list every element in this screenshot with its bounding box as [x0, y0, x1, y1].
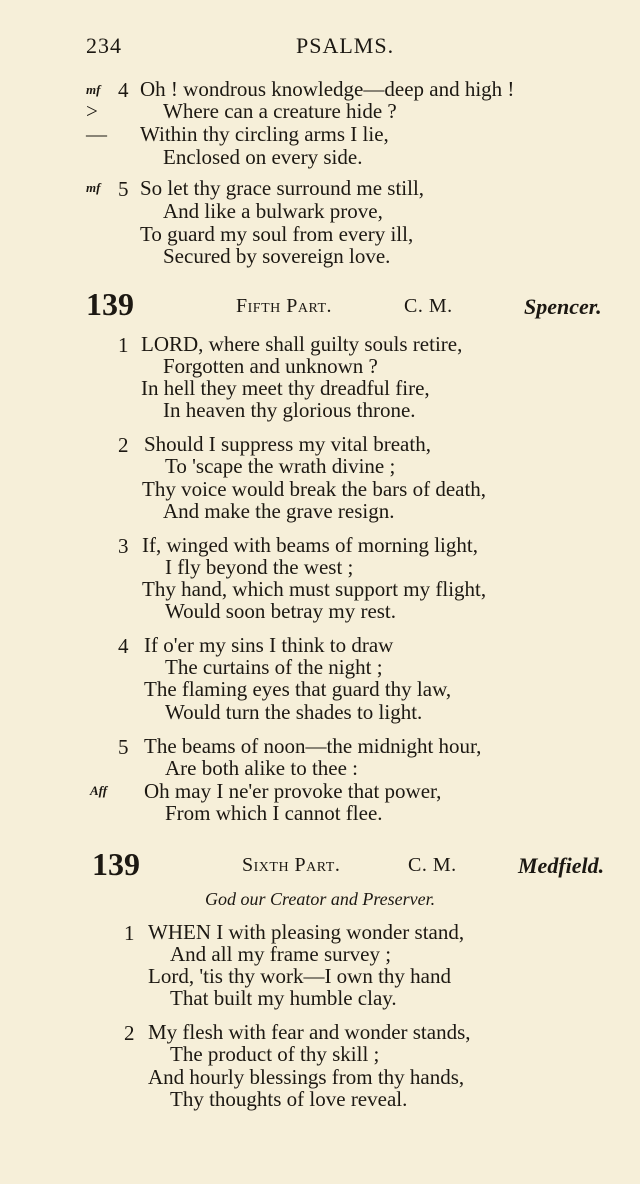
verse-line: Would turn the shades to light.: [165, 700, 423, 724]
page-number: 234: [86, 33, 122, 58]
verse-line: My flesh with fear and wonder stands,: [148, 1020, 471, 1044]
stanza-number: 2: [124, 1021, 135, 1045]
dynamic-mark: mf: [86, 180, 101, 195]
hymn-meter: C. M.: [408, 854, 457, 876]
hymn-tune: Medfield.: [518, 853, 605, 878]
hymn-subtitle: God our Creator and Preserver.: [205, 889, 436, 909]
verse-line: Enclosed on every side.: [163, 145, 363, 169]
verse-line: I fly beyond the west ;: [165, 555, 354, 579]
stanza-number: 1: [124, 921, 135, 945]
verse-line: That built my humble clay.: [170, 986, 397, 1010]
verse-line: Lord, 'tis thy work—I own thy hand: [148, 964, 452, 988]
verse-line: Oh may I ne'er provoke that power,: [144, 779, 442, 803]
verse-line: WHEN I with pleasing wonder stand,: [148, 920, 465, 944]
stanza-number: 1: [118, 333, 129, 357]
verse-line: And all my frame survey ;: [170, 942, 392, 966]
stanza-number: 3: [118, 534, 129, 558]
dynamic-mark: >: [86, 99, 98, 123]
hymn-tune: Spencer.: [524, 294, 602, 319]
hymn-number: 139: [92, 846, 140, 882]
verse-line: Oh ! wondrous knowledge—deep and high !: [140, 77, 515, 101]
verse-line: In hell they meet thy dreadful fire,: [141, 376, 430, 400]
verse-line: Thy hand, which must support my flight,: [142, 577, 487, 601]
verse-line: Secured by sovereign love.: [163, 244, 391, 268]
verse-line: And like a bulwark prove,: [163, 199, 383, 223]
stanza-number: 4: [118, 634, 129, 658]
verse-line: Within thy circling arms I lie,: [140, 122, 389, 146]
verse-line: And hourly blessings from thy hands,: [148, 1065, 465, 1089]
verse-line: Should I suppress my vital breath,: [144, 432, 431, 456]
verse-line: The flaming eyes that guard thy law,: [144, 677, 452, 701]
hymn-meter: C. M.: [404, 295, 453, 317]
verse-line: Would soon betray my rest.: [165, 599, 397, 623]
verse-line: LORD, where shall guilty souls retire,: [141, 332, 463, 356]
dynamic-mark: —: [86, 122, 107, 146]
verse-line: Where can a creature hide ?: [163, 99, 397, 123]
page-title: PSALMS.: [296, 33, 395, 58]
verse-line: In heaven thy glorious throne.: [163, 398, 416, 422]
verse-line: To 'scape the wrath divine ;: [165, 454, 396, 478]
stanza-number: 4: [118, 78, 129, 102]
stanza-number: 2: [118, 433, 129, 457]
verse-line: The product of thy skill ;: [170, 1042, 380, 1066]
verse-line: If, winged with beams of morning light,: [142, 533, 478, 557]
verse-line: So let thy grace surround me still,: [140, 176, 425, 200]
dynamic-mark: mf: [86, 82, 101, 97]
verse-line: The beams of noon—the midnight hour,: [144, 734, 482, 758]
hymn-part: Fifth Part.: [236, 295, 333, 317]
verse-line: Thy thoughts of love reveal.: [170, 1087, 408, 1111]
dynamic-mark: Aff: [90, 783, 108, 798]
stanza-number: 5: [118, 735, 129, 759]
verse-line: To guard my soul from every ill,: [140, 222, 414, 246]
hymn-number: 139: [86, 286, 134, 322]
verse-line: From which I cannot flee.: [165, 801, 383, 825]
verse-line: And make the grave resign.: [163, 499, 395, 523]
stanza-number: 5: [118, 177, 129, 201]
verse-line: If o'er my sins I think to draw: [144, 633, 394, 657]
verse-line: Forgotten and unknown ?: [163, 354, 378, 378]
verse-line: Are both alike to thee :: [165, 756, 359, 780]
hymn-part: Sixth Part.: [242, 854, 341, 876]
verse-line: The curtains of the night ;: [165, 655, 383, 679]
verse-line: Thy voice would break the bars of death,: [142, 477, 487, 501]
